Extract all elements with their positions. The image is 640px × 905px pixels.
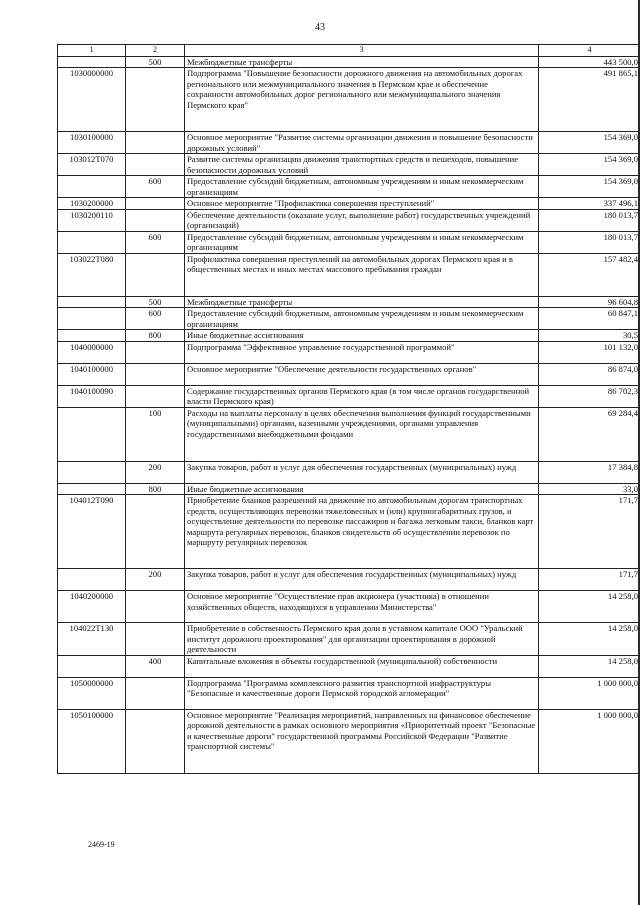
row-name-cell: Основное мероприятие "Обеспечение деятельности государственных органов" (185, 363, 539, 385)
row-type-cell (126, 341, 185, 363)
row-amount-cell: 101 132,0 (539, 341, 640, 363)
row-code-cell (58, 569, 126, 591)
row-code-cell (58, 655, 126, 677)
row-name-cell: Иные бюджетные ассигнования (185, 330, 539, 341)
row-name-cell: Приобретение в собственность Пермского края доли в уставном капитале ООО "Уральский институт дорожного проектирования" для организации проектирования в дорожной деятельности (185, 623, 539, 655)
row-amount-cell: 60 847,1 (539, 308, 640, 330)
row-name-cell: Предоставление субсидий бюджетным, автономным учреждениям и иным некоммерческим организациям (185, 176, 539, 198)
row-type-cell: 400 (126, 655, 185, 677)
row-type-cell: 600 (126, 308, 185, 330)
row-amount-cell: 443 500,0 (539, 57, 640, 68)
row-name-cell: Основное мероприятие "Реализация мероприятий, направленных на финансовое обеспечение дорожной деятельности в рамках основного мероприятия «Приоритетный проект "Безопасные и качественные дороги" государственной программы Российской Федерации "Развитие транспортной системы" (185, 709, 539, 773)
row-type-cell: 800 (126, 483, 185, 494)
page-number: 43 (315, 22, 325, 33)
header-col-1: 1 (58, 45, 126, 57)
row-type-cell (126, 68, 185, 132)
row-type-cell (126, 385, 185, 407)
row-type-cell (126, 154, 185, 176)
row-code-cell: 1050000000 (58, 677, 126, 709)
row-name-cell: Межбюджетные трансферты (185, 57, 539, 68)
table-row (58, 483, 640, 494)
row-name-cell: Закупка товаров, работ и услуг для обеспечения государственных (муниципальных) нужд (185, 569, 539, 591)
row-name-cell: Профилактика совершения преступлений на автомобильных дорогах Пермского края и в общественных местах и иных местах массового пребывания граждан (185, 253, 539, 296)
row-type-cell (126, 677, 185, 709)
row-type-cell (126, 132, 185, 154)
row-name-cell: Развитие системы организации движения транспортных средств и пешеходов, повышение безопасности дорожных условий (185, 154, 539, 176)
table-row (58, 407, 640, 461)
table-row (58, 176, 640, 198)
row-amount-cell: 157 482,4 (539, 253, 640, 296)
row-code-cell: 1040200000 (58, 591, 126, 623)
budget-table (57, 44, 640, 774)
row-type-cell (126, 253, 185, 296)
row-code-cell (58, 176, 126, 198)
row-name-cell: Основное мероприятие "Развитие системы организации движения и повышение безопасности дорожных условий" (185, 132, 539, 154)
row-amount-cell: 1 000 000,0 (539, 677, 640, 709)
table-row (58, 231, 640, 253)
row-name-cell: Приобретение бланков разрешений на движение по автомобильным дорогам транспортных средств, осуществляющих перевозки тяжеловесных и (или) крупногабаритных грузов, и осуществление деятельности по перевозке пассажиров и багажа легковым такси, бланков карт маршрута регулярных перевозок, бланков свидетельств об осуществлении перевозок по маршруту регулярных перевозок (185, 495, 539, 569)
row-code-cell: 1030000000 (58, 68, 126, 132)
row-amount-cell: 30,5 (539, 330, 640, 341)
table-row (58, 57, 640, 68)
table-row (58, 495, 640, 569)
row-code-cell: 1030200000 (58, 198, 126, 209)
row-name-cell: Расходы на выплаты персоналу в целях обеспечения выполнения функций государственными (муниципальными) органами, казенными учреждениями, органами управления государственными внебюджетными фондами (185, 407, 539, 461)
row-name-cell: Содержание государственных органов Пермского края (в том числе органов государственной власти Пермского края) (185, 385, 539, 407)
row-code-cell (58, 330, 126, 341)
row-amount-cell: 69 284,4 (539, 407, 640, 461)
row-amount-cell: 180 013,7 (539, 209, 640, 231)
row-type-cell (126, 198, 185, 209)
header-col-2: 2 (126, 45, 185, 57)
row-code-cell: 1040000000 (58, 341, 126, 363)
row-name-cell: Закупка товаров, работ и услуг для обеспечения государственных (муниципальных) нужд (185, 461, 539, 483)
row-type-cell (126, 591, 185, 623)
row-amount-cell: 86 702,3 (539, 385, 640, 407)
row-type-cell: 500 (126, 57, 185, 68)
row-type-cell: 600 (126, 231, 185, 253)
row-type-cell (126, 363, 185, 385)
table-row (58, 253, 640, 296)
row-amount-cell: 154 369,0 (539, 154, 640, 176)
row-code-cell: 1040100000 (58, 363, 126, 385)
row-type-cell: 200 (126, 461, 185, 483)
table-row (58, 363, 640, 385)
row-type-cell (126, 709, 185, 773)
row-code-cell: 1030200110 (58, 209, 126, 231)
row-amount-cell: 154 369,0 (539, 176, 640, 198)
row-name-cell: Подпрограмма "Повышение безопасности дорожного движения на автомобильных дорогах регионального или межмуниципального значения в Пермском крае и обеспечение сохранности автомобильных дорог регионального или межмуниципального значения Пермского края" (185, 68, 539, 132)
table-row (58, 385, 640, 407)
row-name-cell: Обеспечение деятельности (оказание услуг, выполнение работ) государственных учреждений (организаций) (185, 209, 539, 231)
row-amount-cell: 337 496,1 (539, 198, 640, 209)
table-row (58, 68, 640, 132)
row-amount-cell: 96 604,8 (539, 296, 640, 307)
row-code-cell (58, 57, 126, 68)
table-row (58, 569, 640, 591)
row-amount-cell: 171,7 (539, 569, 640, 591)
row-amount-cell: 491 865,1 (539, 68, 640, 132)
row-name-cell: Предоставление субсидий бюджетным, автономным учреждениям и иным некоммерческим организациям (185, 231, 539, 253)
row-type-cell (126, 623, 185, 655)
table-row (58, 623, 640, 655)
row-name-cell: Иные бюджетные ассигнования (185, 483, 539, 494)
row-code-cell: 104022Т130 (58, 623, 126, 655)
row-code-cell (58, 461, 126, 483)
row-code-cell: 103022Т080 (58, 253, 126, 296)
row-amount-cell: 14 258,0 (539, 623, 640, 655)
row-type-cell: 800 (126, 330, 185, 341)
table-row (58, 198, 640, 209)
row-name-cell: Капитальные вложения в объекты государственной (муниципальной) собственности (185, 655, 539, 677)
row-name-cell: Подпрограмма "Эффективное управление государственной программой" (185, 341, 539, 363)
row-code-cell: 103012Т070 (58, 154, 126, 176)
row-code-cell: 1050100000 (58, 709, 126, 773)
row-type-cell (126, 209, 185, 231)
row-code-cell: 104012Т090 (58, 495, 126, 569)
row-amount-cell: 14 258,0 (539, 655, 640, 677)
table-row (58, 308, 640, 330)
row-code-cell: 1040100090 (58, 385, 126, 407)
table-row (58, 655, 640, 677)
row-amount-cell: 1 000 000,0 (539, 709, 640, 773)
table-row (58, 709, 640, 773)
row-code-cell (58, 296, 126, 307)
row-name-cell: Межбюджетные трансферты (185, 296, 539, 307)
row-type-cell: 600 (126, 176, 185, 198)
document-code: 2469-19 (88, 840, 115, 849)
row-amount-cell: 33,0 (539, 483, 640, 494)
row-amount-cell: 171,7 (539, 495, 640, 569)
row-code-cell: 1030100000 (58, 132, 126, 154)
row-name-cell: Основное мероприятие "Профилактика совершения преступлений" (185, 198, 539, 209)
row-amount-cell: 17 384,8 (539, 461, 640, 483)
table-row (58, 209, 640, 231)
table-row (58, 341, 640, 363)
header-col-3: 3 (185, 45, 539, 57)
row-code-cell (58, 231, 126, 253)
table-row (58, 154, 640, 176)
table-row (58, 677, 640, 709)
header-col-4: 4 (539, 45, 640, 57)
table-row (58, 330, 640, 341)
row-name-cell: Предоставление субсидий бюджетным, автономным учреждениям и иным некоммерческим организациям (185, 308, 539, 330)
row-amount-cell: 180 013,7 (539, 231, 640, 253)
row-amount-cell: 86 874,0 (539, 363, 640, 385)
row-code-cell (58, 407, 126, 461)
table-header-row (58, 45, 640, 57)
row-type-cell: 200 (126, 569, 185, 591)
table-row (58, 132, 640, 154)
table-row (58, 591, 640, 623)
row-amount-cell: 14 258,0 (539, 591, 640, 623)
row-name-cell: Основное мероприятие "Осуществление прав акционера (участника) в отношении хозяйственных обществ, находящихся в управлении Министерства" (185, 591, 539, 623)
table-row (58, 296, 640, 307)
row-code-cell (58, 483, 126, 494)
row-code-cell (58, 308, 126, 330)
row-type-cell: 500 (126, 296, 185, 307)
row-amount-cell: 154 369,0 (539, 132, 640, 154)
table-row (58, 461, 640, 483)
row-type-cell: 100 (126, 407, 185, 461)
row-name-cell: Подпрограмма "Программа комплексного развития транспортной инфраструктуры "Безопасные и качественные дороги Пермской городской агломерации" (185, 677, 539, 709)
row-type-cell (126, 495, 185, 569)
